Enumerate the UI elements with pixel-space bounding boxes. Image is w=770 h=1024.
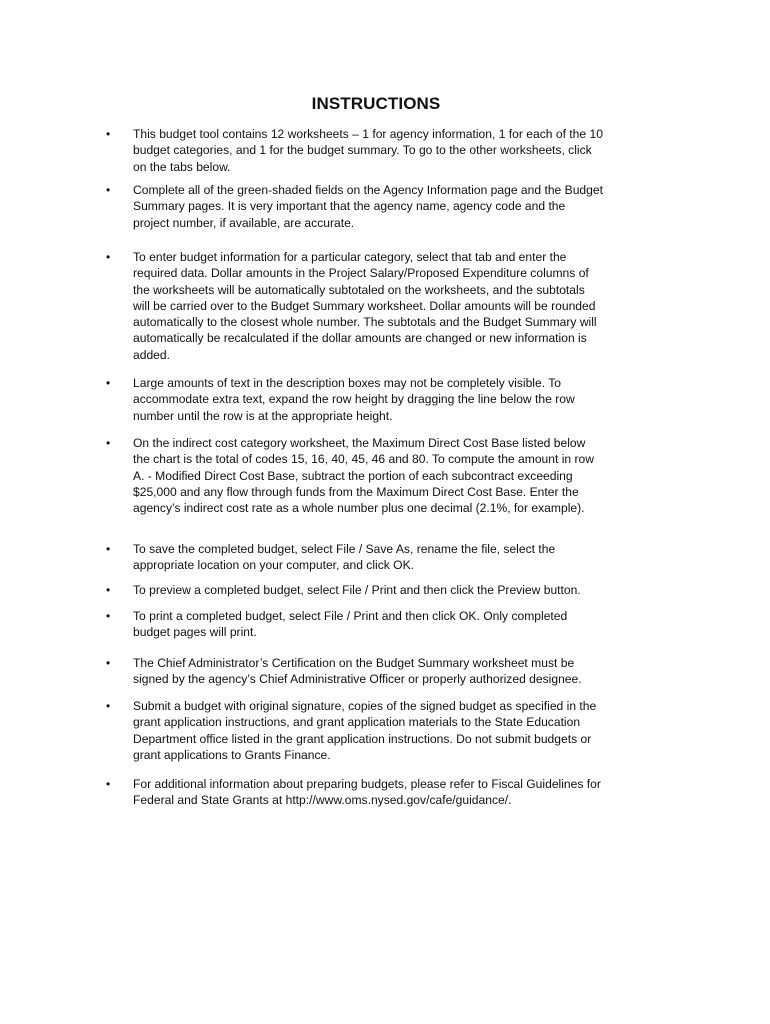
instruction-text: For additional information about preparing budgets, please refer to Fiscal Guidelines for Federal and State Grants at http://www.oms.nysed.gov/cafe/guidance/. <box>133 777 601 808</box>
instruction-text: The Chief Administrator’s Certification on the Budget Summary worksheet must be signed by the agency’s Chief Administrative Officer or properly authorized designee. <box>133 656 582 687</box>
bullet-icon: • <box>106 376 111 390</box>
instruction-text: Large amounts of text in the description boxes may not be completely visible. To accommodate extra text, expand the row height by dragging the line below the row number until the row is at the appropriate height. <box>133 376 575 423</box>
bullet-icon: • <box>106 609 111 623</box>
instruction-text: Complete all of the green-shaded fields on the Agency Information page and the Budget Summary pages. It is very important that the agency name, agency code and the project number, if available, are accurate. <box>133 183 603 230</box>
page-title: INSTRUCTIONS <box>311 94 441 113</box>
bullet-icon: • <box>106 656 111 670</box>
instruction-text: To print a completed budget, select File / Print and then click OK. Only completed budget pages will print. <box>133 609 568 640</box>
bullet-icon: • <box>106 127 111 141</box>
bullet-icon: • <box>106 777 111 791</box>
bullet-icon: • <box>106 542 111 556</box>
bullet-icon: • <box>106 699 111 713</box>
bullet-icon: • <box>106 250 111 264</box>
instruction-text: To preview a completed budget, select File / Print and then click the Preview button. <box>133 583 581 597</box>
bullet-icon: • <box>106 183 111 197</box>
instruction-text: On the indirect cost category worksheet, the Maximum Direct Cost Base listed below the chart is the total of codes 15, 16, 40, 45, 46 and 80. To compute the amount in row A. - Modified Direct Cost Base, subtract the portion of each subcontract exceeding $25,000 and any flow through funds from the Maximum Direct Cost Base. Enter the agency’s indirect cost rate as a whole number plus one decimal (2.1%, for example). <box>133 436 594 516</box>
instruction-text: This budget tool contains 12 worksheets – 1 for agency information, 1 for each of the 10 budget categories, and 1 for the budget summary. To go to the other worksheets, click on the tabs below. <box>133 127 603 174</box>
bullet-icon: • <box>106 583 111 597</box>
instruction-text: Submit a budget with original signature, copies of the signed budget as specified in the grant application instructions, and grant application materials to the State Education Department office listed in the grant application instructions. Do not submit budgets or grant applications to Grants Finance. <box>133 699 597 762</box>
instruction-text: To enter budget information for a particular category, select that tab and enter the required data. Dollar amounts in the Project Salary/Proposed Expenditure columns of the worksheets will be automatically subtotaled on the worksheets, and the subtotals will be carried over to the Budget Summary worksheet. Dollar amounts will be rounded automatically to the closest whole number. The subtotals and the Budget Summary will automatically be recalculated if the dollar amounts are changed or new information is added. <box>133 250 597 362</box>
instruction-text: To save the completed budget, select File / Save As, rename the file, select the appropriate location on your computer, and click OK. <box>133 542 556 573</box>
bullet-icon: • <box>106 436 111 450</box>
